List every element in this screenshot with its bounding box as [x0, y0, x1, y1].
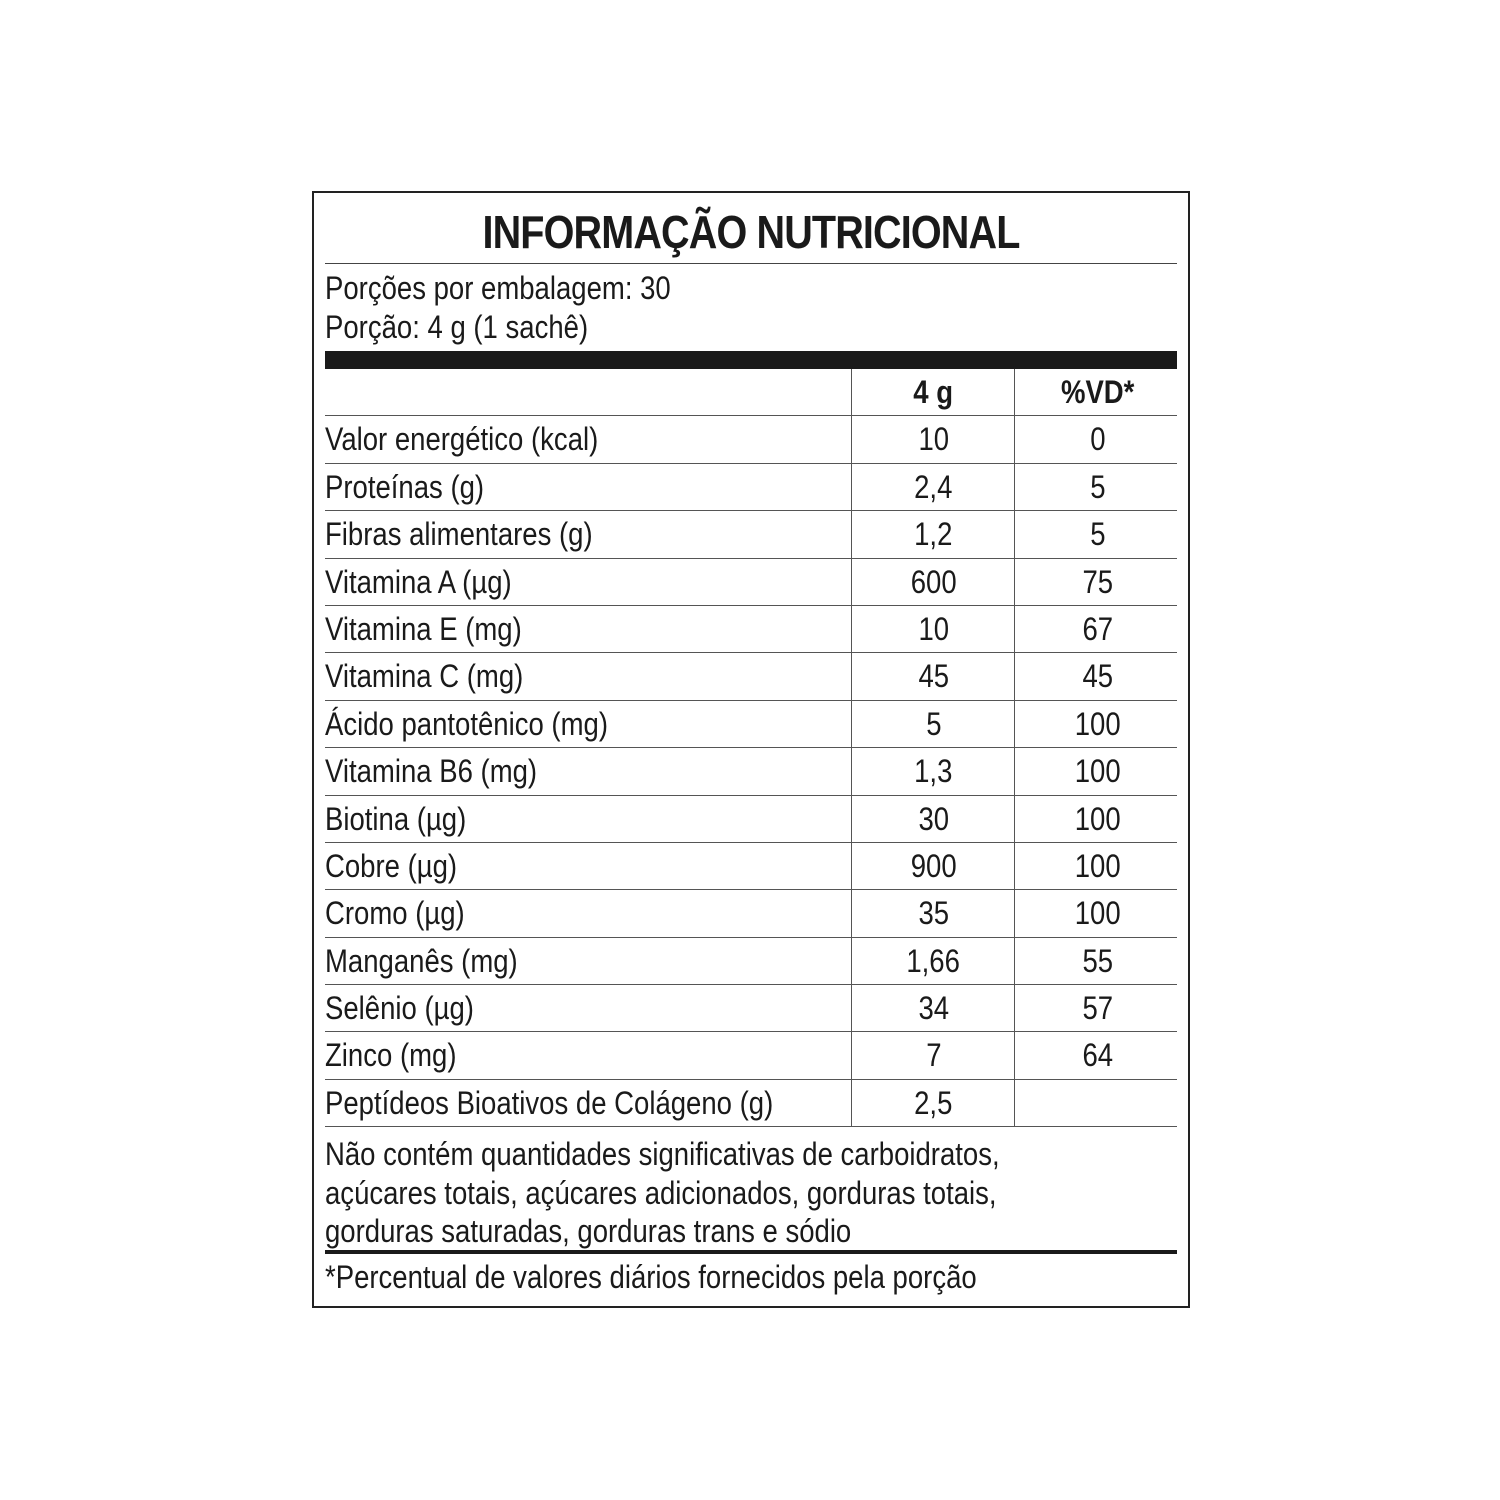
- nutrient-dv-cell: [1014, 511, 1180, 557]
- nutrient-amount: 5: [925, 705, 942, 742]
- nutrient-name-cell: [325, 1080, 850, 1126]
- nutrient-amount: 2,4: [914, 468, 953, 505]
- nutrient-amount-cell: [851, 701, 1015, 747]
- note-line: Não contém quantidades significativas de carboidratos,: [325, 1136, 1000, 1172]
- nutrient-name-cell: [325, 464, 850, 510]
- table-row: [325, 606, 1177, 653]
- nutrient-dv: 5: [1089, 468, 1106, 505]
- table-row: [325, 890, 1177, 937]
- table-row: [325, 511, 1177, 558]
- nutrient-name: Peptídeos Bioativos de Colágeno (g): [325, 1084, 774, 1121]
- footer-divider: [325, 1250, 1177, 1254]
- nutrient-name-cell: [325, 890, 850, 936]
- nutrient-amount-cell: [851, 843, 1015, 889]
- nutrient-name: Ácido pantotênico (mg): [325, 705, 608, 742]
- nutrient-dv: 57: [1082, 990, 1113, 1027]
- nutrient-dv: 100: [1074, 895, 1121, 932]
- title-divider: [325, 263, 1177, 264]
- nutrient-amount: 45: [918, 658, 949, 695]
- nutrient-dv: 67: [1082, 610, 1113, 647]
- nutrient-name: Biotina (µg): [325, 800, 467, 837]
- nutrient-name: Valor energético (kcal): [325, 421, 599, 458]
- nutrition-label: [312, 191, 1190, 1308]
- nutrient-amount-cell: [851, 464, 1015, 510]
- nutrient-dv-cell: [1014, 985, 1180, 1031]
- header-amount: 4 g: [913, 374, 954, 410]
- nutrient-name-cell: [325, 843, 850, 889]
- nutrient-name: Selênio (µg): [325, 990, 474, 1027]
- nutrient-amount: 34: [918, 990, 949, 1027]
- table-row: [325, 938, 1177, 985]
- nutrient-dv: 64: [1082, 1037, 1113, 1074]
- nutrient-dv-cell: [1014, 796, 1180, 842]
- nutrient-amount: 35: [918, 895, 949, 932]
- nutrient-dv: 100: [1074, 753, 1121, 790]
- table-header-row: [325, 369, 1177, 416]
- nutrient-dv: 5: [1089, 516, 1106, 553]
- nutrient-dv-cell: [1014, 938, 1180, 984]
- nutrient-dv: 45: [1082, 658, 1113, 695]
- nutrient-amount-cell: [851, 653, 1015, 699]
- label-title: INFORMAÇÃO NUTRICIONAL: [482, 206, 1020, 258]
- table-row: [325, 985, 1177, 1032]
- nutrient-amount: 7: [925, 1037, 942, 1074]
- nutrient-table: [325, 369, 1177, 1127]
- nutrient-amount-cell: [851, 416, 1015, 462]
- thick-divider: [325, 351, 1177, 369]
- nutrient-name-cell: [325, 606, 850, 652]
- nutrient-name-cell: [325, 416, 850, 462]
- nutrient-name: Vitamina B6 (mg): [325, 753, 538, 790]
- nutrient-name: Zinco (mg): [325, 1037, 457, 1074]
- header-name-cell: [325, 369, 850, 415]
- nutrient-amount-cell: [851, 1080, 1015, 1126]
- nutrient-dv: 100: [1074, 847, 1121, 884]
- nutrient-name-cell: [325, 1032, 850, 1078]
- nutrient-name-cell: [325, 653, 850, 699]
- nutrient-name-cell: [325, 748, 850, 794]
- nutrient-dv: 0: [1089, 421, 1106, 458]
- nutrient-dv-cell: [1014, 1032, 1180, 1078]
- table-row: [325, 701, 1177, 748]
- table-row: [325, 653, 1177, 700]
- nutrient-amount: 10: [918, 610, 949, 647]
- nutrient-name: Fibras alimentares (g): [325, 516, 593, 553]
- nutrition-label-inner: [325, 193, 1177, 1306]
- nutrient-amount: 1,3: [914, 753, 953, 790]
- table-row: [325, 464, 1177, 511]
- nutrient-amount-cell: [851, 559, 1015, 605]
- not-significant-note: [325, 1135, 1177, 1251]
- note-line: gorduras saturadas, gorduras trans e sódio: [325, 1213, 852, 1249]
- header-amount-cell: [851, 369, 1015, 415]
- nutrient-dv-cell: [1014, 653, 1180, 699]
- nutrient-name-cell: [325, 938, 850, 984]
- header-dv: %VD*: [1060, 374, 1135, 410]
- nutrient-amount-cell: [851, 796, 1015, 842]
- nutrient-dv-cell: [1014, 1080, 1180, 1126]
- table-row: [325, 796, 1177, 843]
- nutrient-amount-cell: [851, 938, 1015, 984]
- nutrient-amount: 900: [910, 847, 957, 884]
- nutrient-name: Proteínas (g): [325, 468, 485, 505]
- nutrient-dv-cell: [1014, 843, 1180, 889]
- nutrient-dv-cell: [1014, 464, 1180, 510]
- table-row: [325, 748, 1177, 795]
- nutrient-amount: 2,5: [914, 1084, 953, 1121]
- nutrient-dv: 100: [1074, 800, 1121, 837]
- nutrient-dv: 75: [1082, 563, 1113, 600]
- nutrient-amount-cell: [851, 890, 1015, 936]
- servings-per-package: Porções por embalagem: 30: [325, 270, 671, 306]
- nutrient-dv: 100: [1074, 705, 1121, 742]
- nutrient-dv-cell: [1014, 701, 1180, 747]
- nutrient-rows: [325, 416, 1177, 1127]
- table-row: [325, 1032, 1177, 1079]
- nutrient-dv-cell: [1014, 890, 1180, 936]
- note-line: açúcares totais, açúcares adicionados, gorduras totais,: [325, 1174, 997, 1211]
- serving-size: Porção: 4 g (1 sachê): [325, 309, 589, 345]
- nutrient-dv: 55: [1082, 942, 1113, 979]
- nutrient-amount: 1,66: [906, 942, 961, 979]
- nutrient-dv-cell: [1014, 559, 1180, 605]
- nutrient-amount-cell: [851, 606, 1015, 652]
- footnote: *Percentual de valores diários fornecidos pela porção: [325, 1259, 977, 1295]
- nutrient-name: Manganês (mg): [325, 942, 518, 979]
- nutrient-amount-cell: [851, 748, 1015, 794]
- table-row: [325, 416, 1177, 463]
- nutrient-name: Cromo (µg): [325, 895, 465, 932]
- nutrient-amount: 30: [918, 800, 949, 837]
- nutrient-amount: 1,2: [914, 516, 953, 553]
- nutrient-name-cell: [325, 559, 850, 605]
- nutrient-name: Vitamina E (mg): [325, 610, 522, 647]
- header-dv-cell: [1014, 369, 1180, 415]
- table-row: [325, 559, 1177, 606]
- nutrient-name-cell: [325, 985, 850, 1031]
- nutrient-dv-cell: [1014, 606, 1180, 652]
- nutrient-amount-cell: [851, 1032, 1015, 1078]
- nutrient-name: Cobre (µg): [325, 847, 458, 884]
- nutrient-name-cell: [325, 701, 850, 747]
- nutrient-amount-cell: [851, 985, 1015, 1031]
- table-row: [325, 1080, 1177, 1127]
- nutrient-amount: 600: [910, 563, 957, 600]
- nutrient-amount: 10: [918, 421, 949, 458]
- table-row: [325, 843, 1177, 890]
- nutrient-name-cell: [325, 511, 850, 557]
- nutrient-amount-cell: [851, 511, 1015, 557]
- nutrient-name: Vitamina A (µg): [325, 563, 512, 600]
- nutrient-dv-cell: [1014, 748, 1180, 794]
- nutrient-name-cell: [325, 796, 850, 842]
- nutrient-dv-cell: [1014, 416, 1180, 462]
- nutrient-name: Vitamina C (mg): [325, 658, 524, 695]
